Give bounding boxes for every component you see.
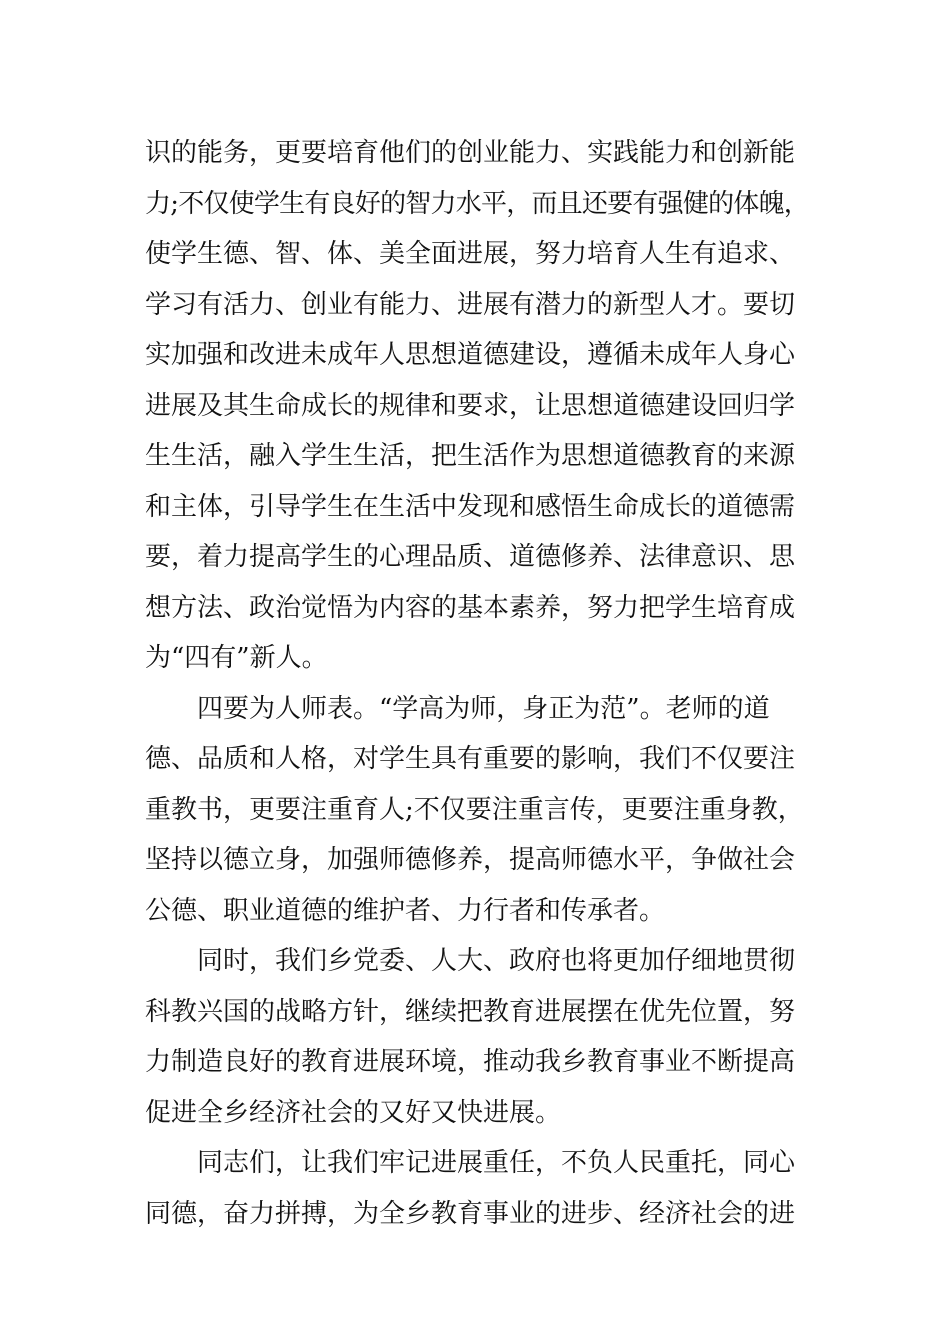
body-text [145,128,810,1239]
text-line: 和主体，引导学生在生活中发现和感悟生命成长的道德需 [145,491,796,522]
paragraph-first-line: 同志们，让我们牢记进展重任，不负人民重托，同心 [197,1148,796,1178]
text-line: 同德，奋力拼搏，为全乡教育事业的进步、经济社会的进 [145,1198,796,1229]
text-line: 力;不仅使学生有良好的智力水平，而且还要有强健的体魄， [145,188,809,219]
text-line: 要，着力提高学生的心理品质、道德修养、法律意识、思 [145,542,796,572]
text-line: 公德、职业道德的维护者、力行者和传承者。 [145,895,666,926]
text-line: 科教兴国的战略方针，继续把教育进展摆在优先位置，努 [145,996,796,1027]
text-line: 为“四有”新人。 [145,643,328,673]
text-line: 识的能务，更要培育他们的创业能力、实践能力和创新能 [145,138,796,168]
text-line: 坚持以德立身，加强师德修养，提高师德水平，争做社会 [145,845,796,875]
text-line: 重教书，更要注重育人;不仅要注重言传，更要注重身教， [145,794,804,825]
paragraph-first-line: 四要为人师表。“学高为师，身正为范”。老师的道 [197,693,770,724]
text-line: 力制造良好的教育进展环境，推动我乡教育事业不断提高 [145,1047,796,1077]
text-line: 使学生德、智、体、美全面进展，努力培育人生有追求、 [145,239,796,269]
text-line: 促进全乡经济社会的又好又快进展。 [145,1097,562,1128]
text-line: 学习有活力、创业有能力、进展有潜力的新型人才。要切 [145,289,796,320]
text-line: 想方法、政治觉悟为内容的基本素养，努力把学生培育成 [145,592,796,623]
text-line: 生生活，融入学生生活，把生活作为思想道德教育的来源 [145,441,796,471]
text-line: 进展及其生命成长的规律和要求，让思想道德建设回归学 [145,390,796,421]
text-line: 德、品质和人格，对学生具有重要的影响，我们不仅要注 [145,744,796,774]
text-line: 实加强和改进未成年人思想道德建设，遵循未成年人身心 [145,340,796,370]
paragraph-first-line: 同时，我们乡党委、人大、政府也将更加仔细地贯彻 [197,946,796,976]
